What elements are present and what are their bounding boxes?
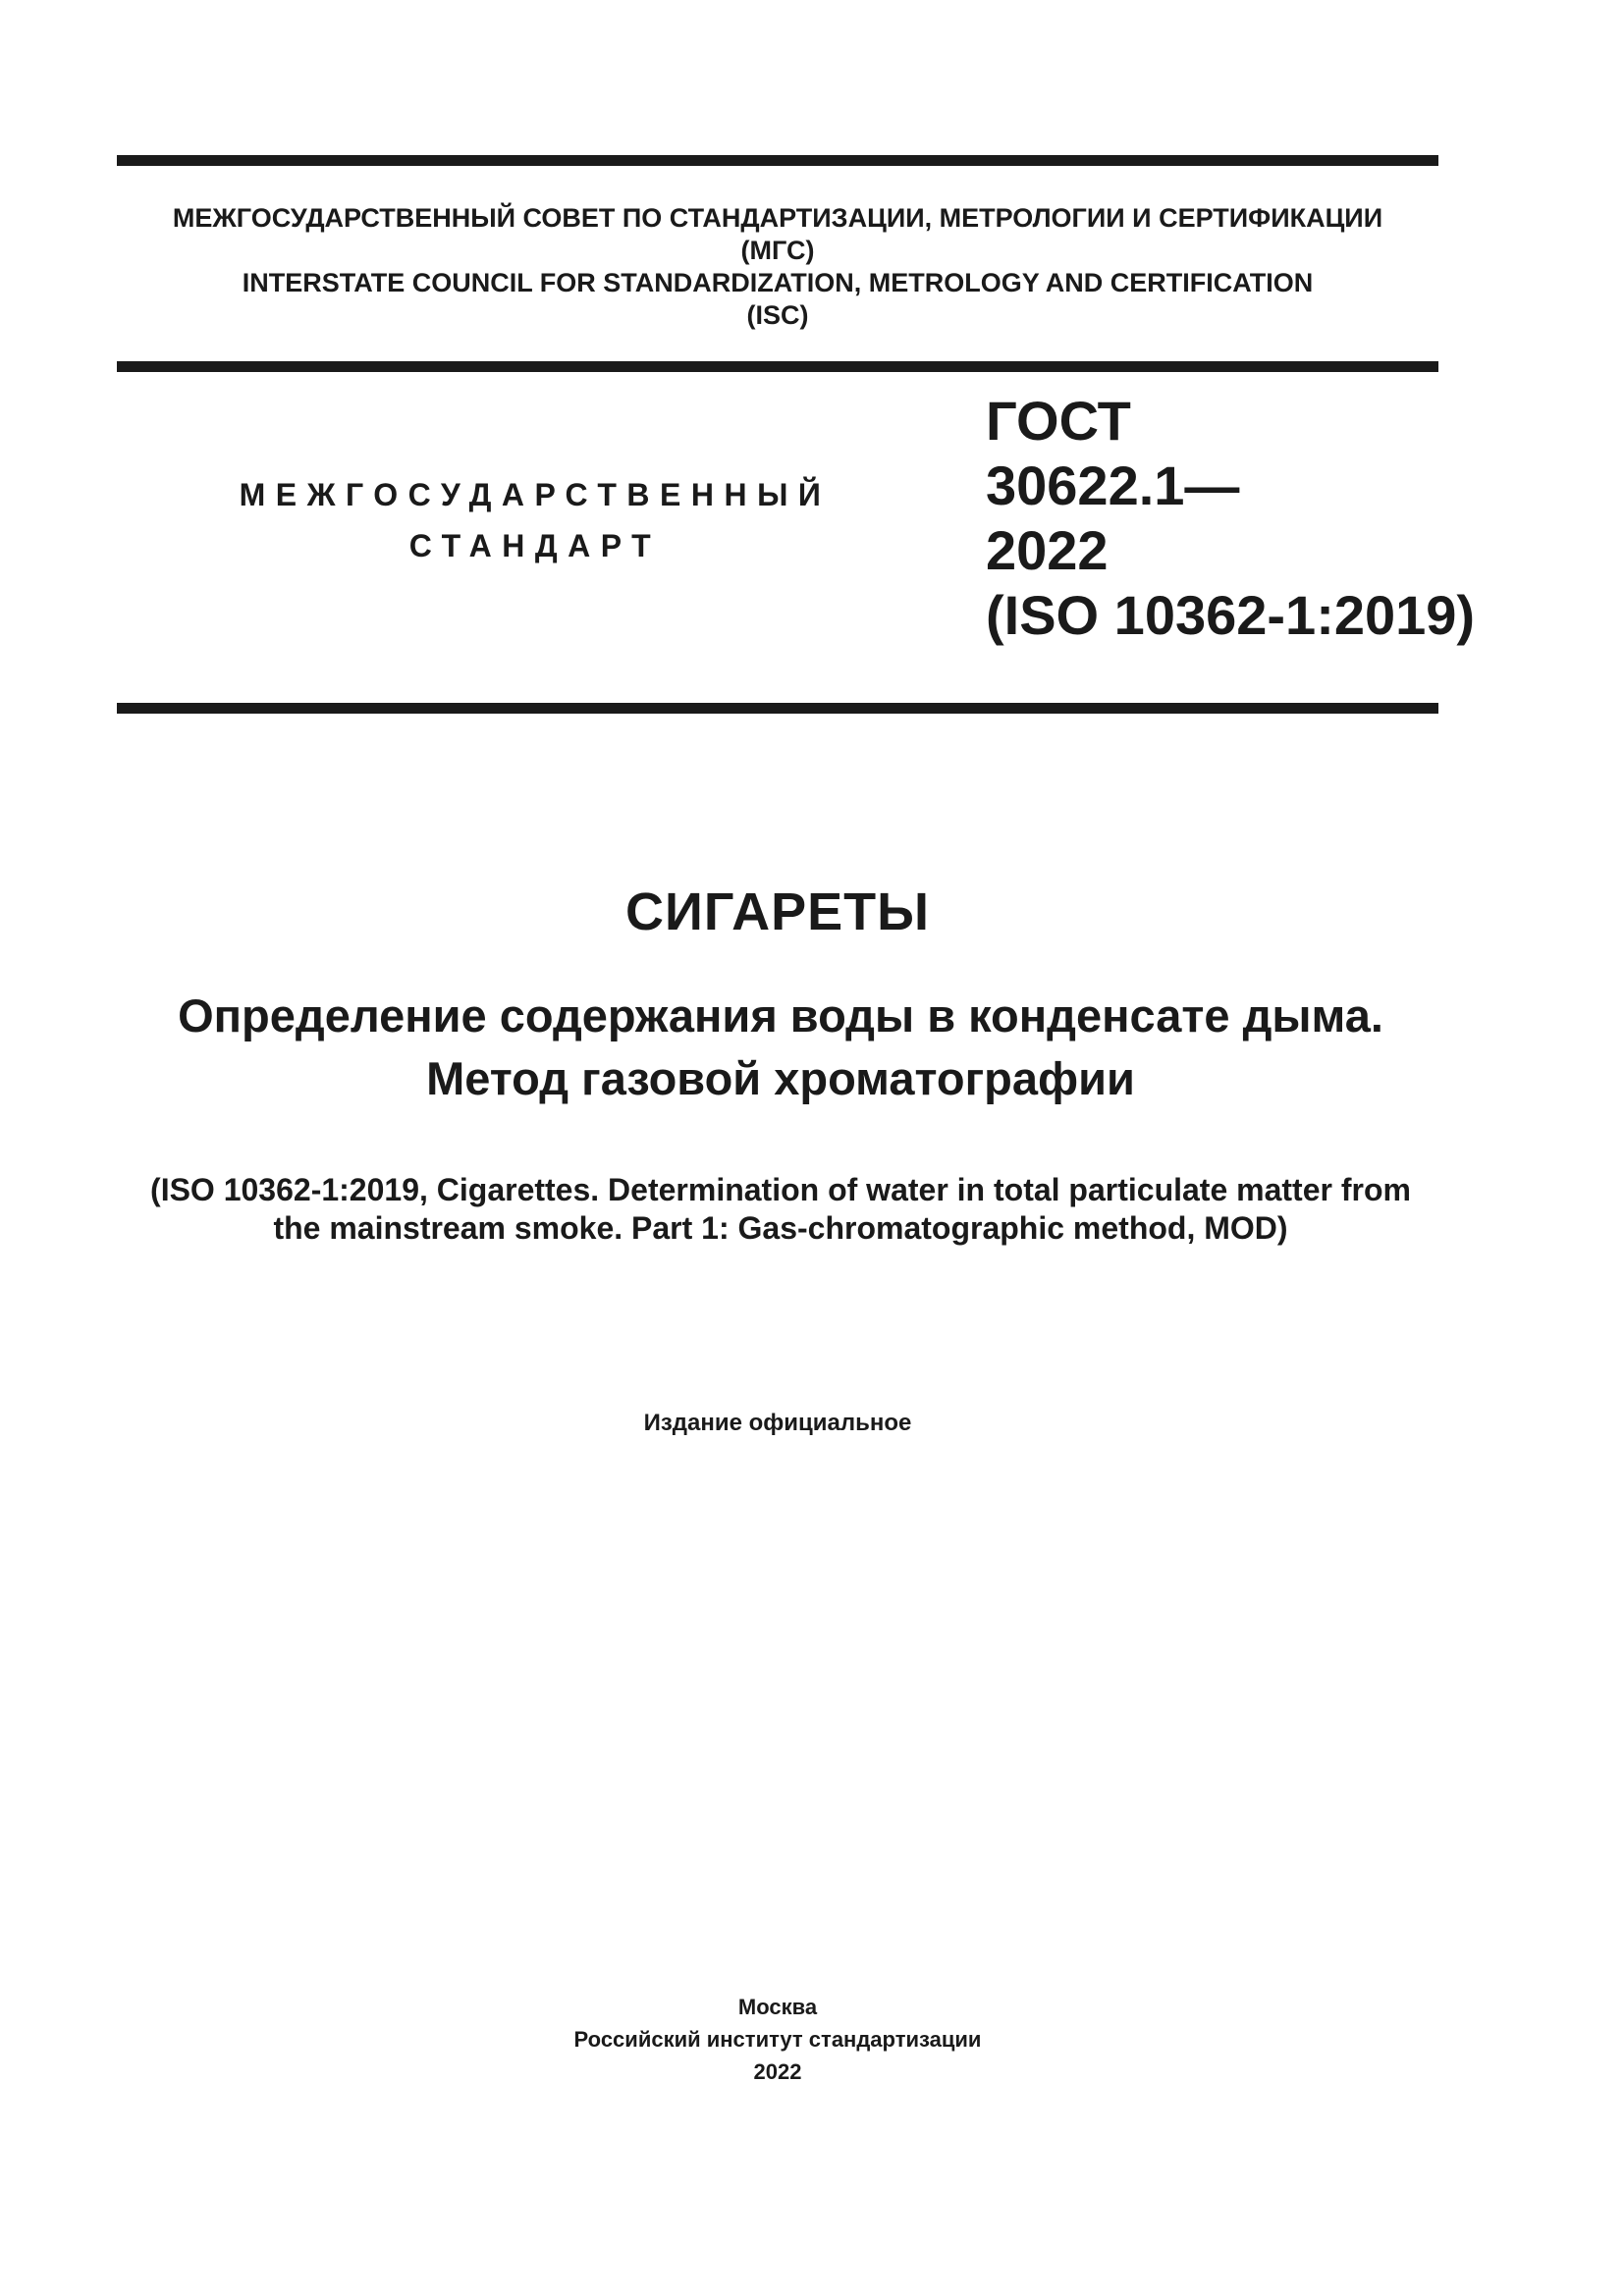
edition-label: Издание официальное	[643, 1410, 912, 1436]
council-header	[117, 202, 1438, 332]
council-ru-name: МЕЖГОСУДАРСТВЕННЫЙ СОВЕТ ПО СТАНДАРТИЗАЦИИ, МЕТРОЛОГИИ И СЕРТИФИКАЦИИ	[172, 203, 1383, 233]
council-en-name: INTERSTATE COUNCIL FOR STANDARDIZATION, METROLOGY AND CERTIFICATION	[242, 268, 1314, 297]
council-en-abbr: (ISC)	[746, 300, 809, 330]
designation-iso: (ISO 10362-1:2019)	[986, 584, 1476, 646]
imprint-city: Москва	[737, 1995, 818, 2019]
designation-prefix: ГОСТ	[986, 390, 1131, 452]
document-subtitle	[59, 985, 1502, 1110]
standard-designation	[986, 389, 1475, 648]
imprint-year: 2022	[753, 2059, 802, 2084]
standard-kind-line2: СТАНДАРТ	[408, 528, 662, 563]
subtitle-line1: Определение содержания воды в конденсате дыма.	[178, 989, 1383, 1041]
middle-rule	[117, 361, 1438, 372]
designation-number: 30622.1—	[986, 454, 1240, 516]
iso-reference	[59, 1171, 1502, 1248]
designation-year: 2022	[986, 519, 1109, 581]
council-ru-abbr: (МГС)	[740, 236, 815, 265]
bottom-rule	[117, 703, 1438, 714]
imprint-publisher: Российский институт стандартизации	[573, 2027, 982, 2052]
iso-reference-line2: the mainstream smoke. Part 1: Gas-chromatographic method, MOD)	[273, 1210, 1288, 1246]
iso-reference-line1: (ISO 10362-1:2019, Cigarettes. Determination of water in total particulate matter from	[150, 1172, 1411, 1207]
document-title: СИГАРЕТЫ	[625, 882, 930, 941]
subtitle-line2: Метод газовой хроматографии	[426, 1052, 1135, 1104]
standard-kind-line1: МЕЖГОСУДАРСТВЕННЫЙ	[239, 477, 832, 512]
top-rule	[117, 155, 1438, 166]
imprint	[117, 1991, 1438, 2088]
